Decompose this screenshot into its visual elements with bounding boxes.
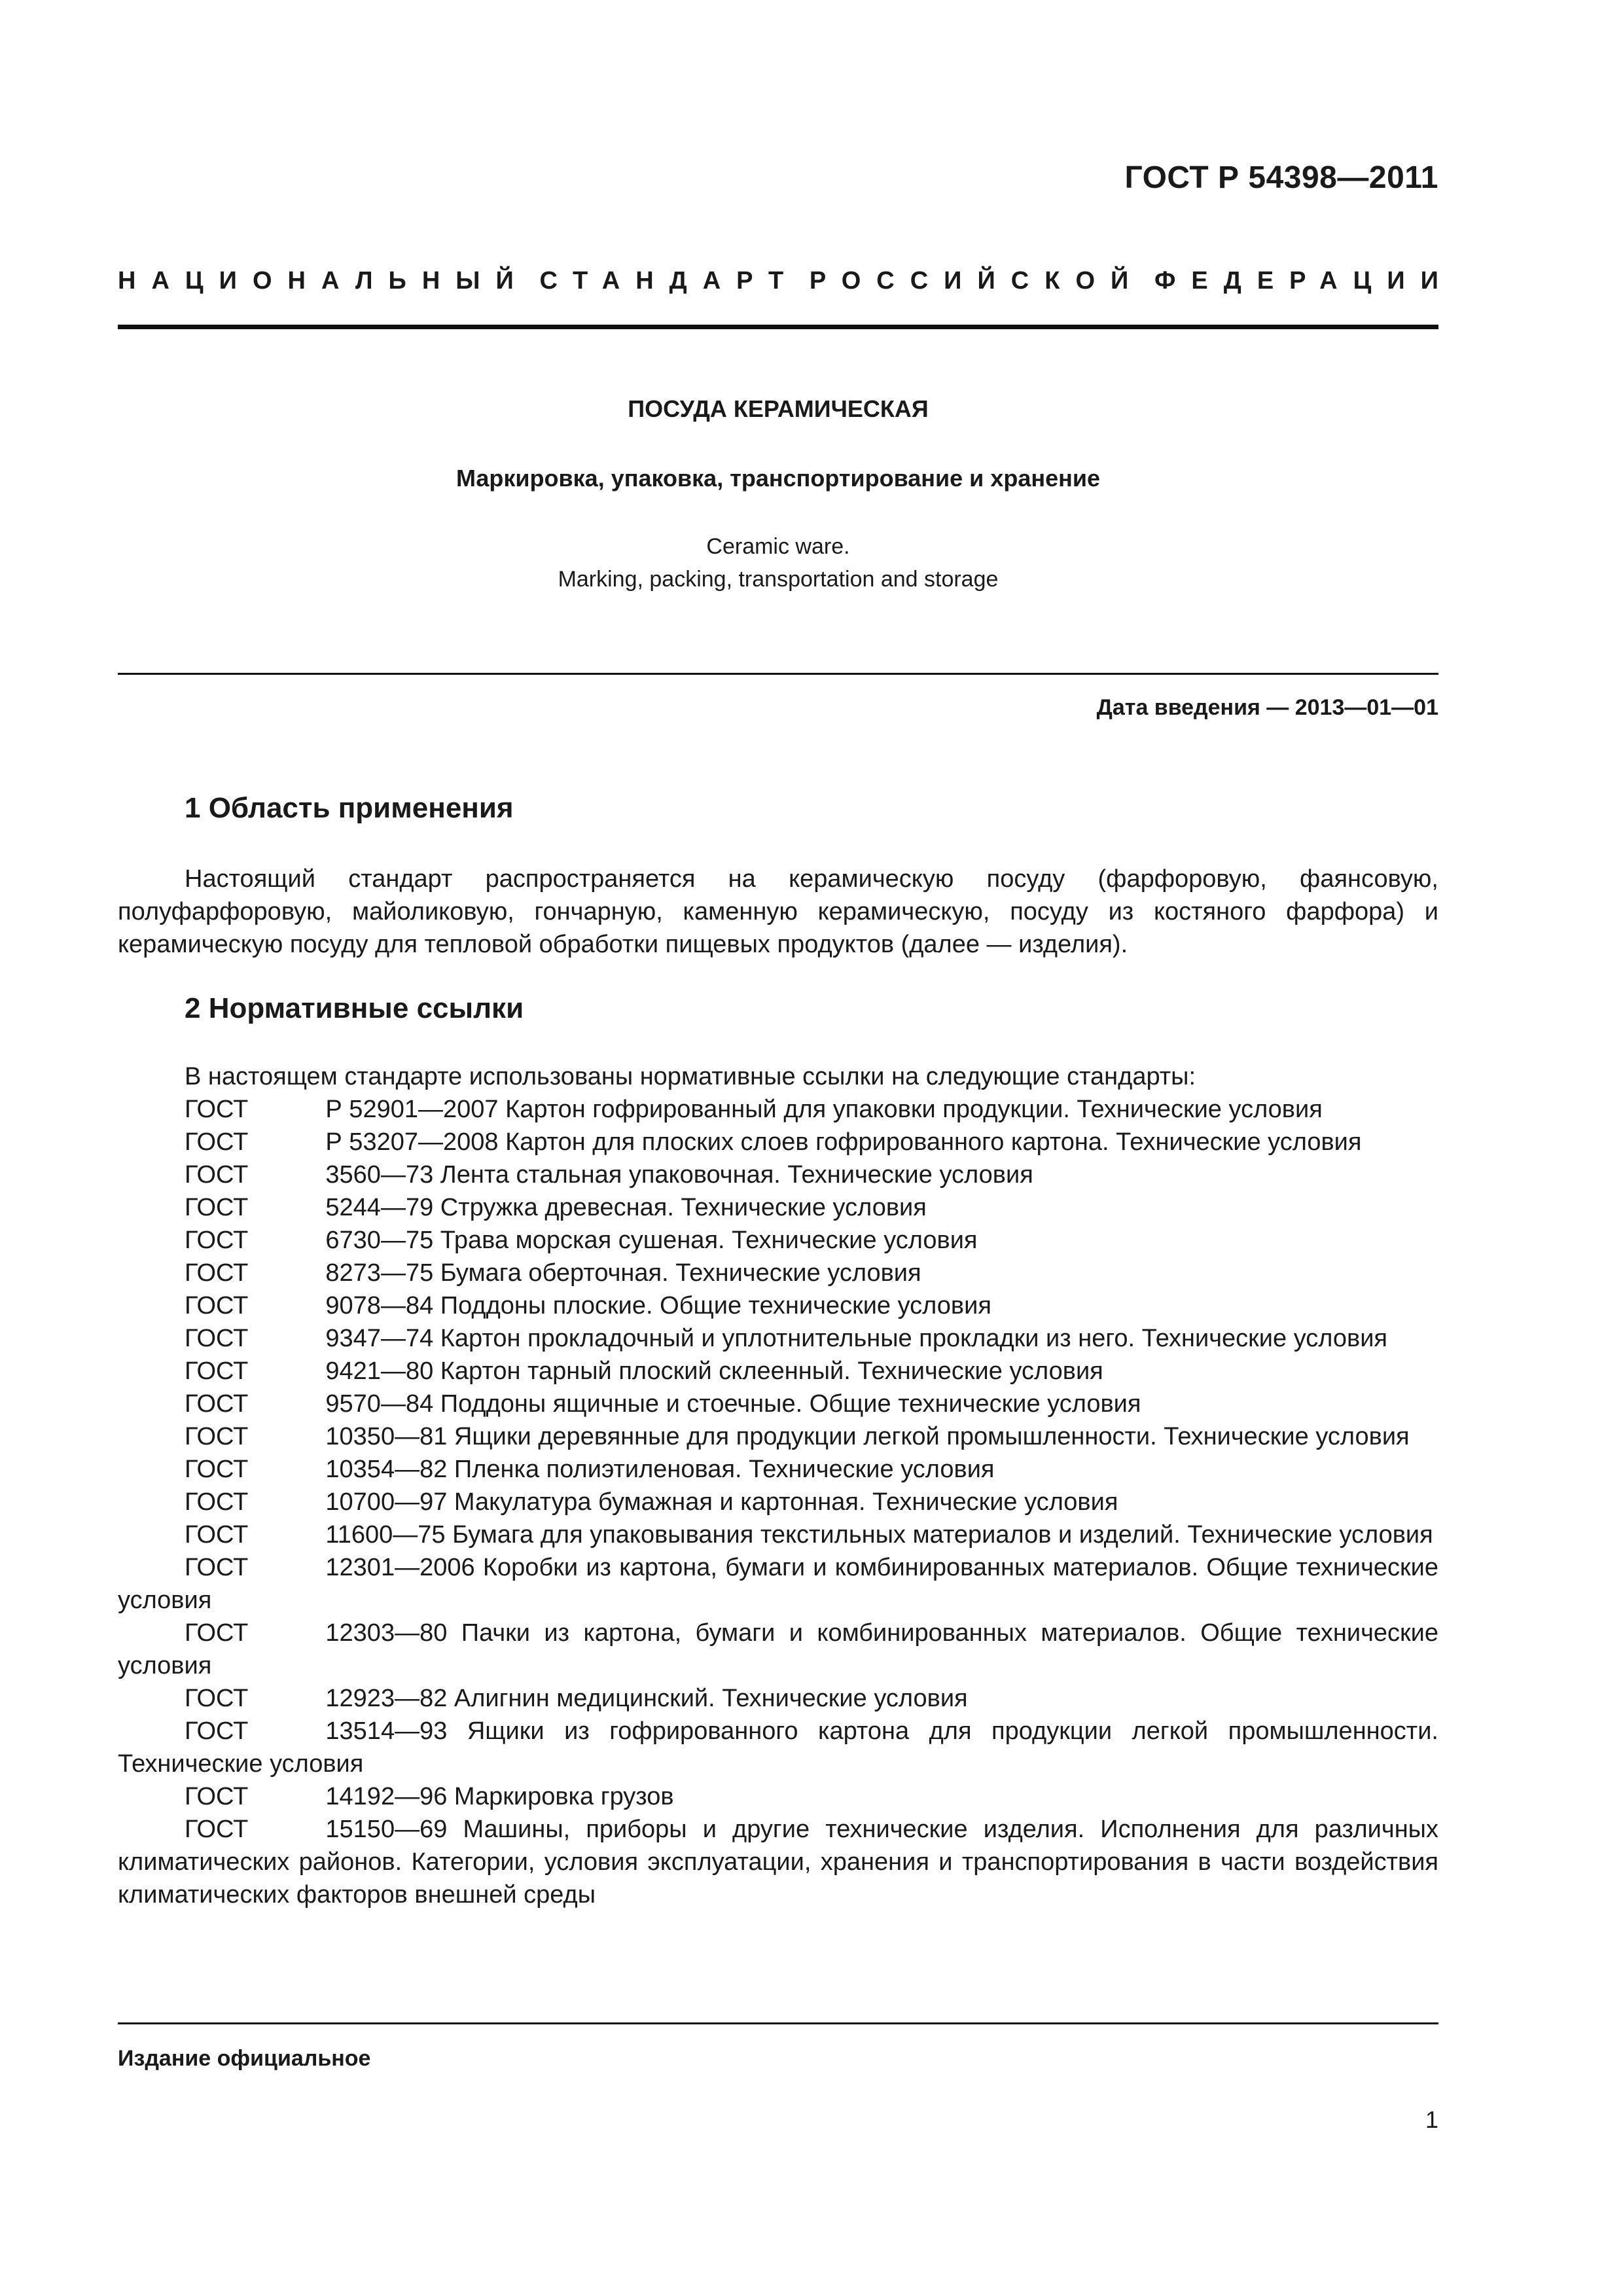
reference-number: 8273—75 bbox=[325, 1259, 434, 1287]
reference-number: 12301—2006 bbox=[325, 1554, 475, 1581]
reference-prefix: ГОСТ bbox=[185, 1096, 249, 1123]
reference-title: Картон для плоских слоев гофрированного картона. Технические условия bbox=[505, 1128, 1362, 1156]
reference-title: Машины, приборы и другие технические изделия. Исполнения для различных климатических районов. Категории, условия эксплуатации, хранения и транспортирования в части воздействия климатических факторов внешней среды bbox=[118, 1816, 1438, 1909]
reference-prefix: ГОСТ bbox=[185, 1783, 249, 1810]
reference-item bbox=[118, 1780, 1438, 1813]
reference-number: Р 53207—2008 bbox=[325, 1128, 499, 1156]
reference-prefix: ГОСТ bbox=[185, 1619, 249, 1647]
reference-title: Поддоны плоские. Общие технические условия bbox=[440, 1292, 991, 1319]
document-subtitle: Маркировка, упаковка, транспортирование и хранение bbox=[455, 465, 1101, 492]
title-divider bbox=[118, 673, 1438, 675]
reference-number: 15150—69 bbox=[325, 1816, 448, 1843]
reference-prefix: ГОСТ bbox=[185, 1390, 249, 1418]
scope-paragraph: Настоящий стандарт распространяется на керамическую посуду (фарфоровую, фаянсовую, полуфарфоровую, майоликовую, гончарную, каменную керамическую, посуду из костяного фарфора) и керамическую посуду для тепловой обработки пищевых продуктов (далее — изделия). bbox=[118, 865, 1438, 958]
reference-number: 14192—96 bbox=[325, 1783, 448, 1810]
reference-item bbox=[118, 1420, 1438, 1453]
reference-prefix: ГОСТ bbox=[185, 1423, 249, 1450]
national-standard-header bbox=[118, 267, 1454, 295]
national-standard-word: РОССИЙСКОЙ bbox=[809, 267, 1145, 295]
page-number: 1 bbox=[1425, 2106, 1438, 2133]
reference-title: Поддоны ящичные и стоечные. Общие технические условия bbox=[440, 1390, 1141, 1418]
reference-item bbox=[118, 1486, 1438, 1518]
reference-title: Ящики из гофрированного картона для продукции легкой промышленности. Технические условия bbox=[118, 1717, 1438, 1778]
reference-prefix: ГОСТ bbox=[185, 1456, 249, 1483]
reference-title: Трава морская сушеная. Технические условия bbox=[440, 1227, 978, 1254]
reference-number: 3560—73 bbox=[325, 1161, 434, 1189]
national-standard-word: СТАНДАРТ bbox=[539, 267, 800, 295]
reference-item bbox=[118, 1518, 1438, 1551]
reference-title: Стружка древесная. Технические условия bbox=[440, 1194, 927, 1221]
reference-prefix: ГОСТ bbox=[185, 1128, 249, 1156]
reference-item bbox=[118, 1126, 1438, 1158]
reference-item bbox=[118, 1289, 1438, 1322]
reference-item bbox=[118, 1682, 1438, 1715]
reference-prefix: ГОСТ bbox=[185, 1717, 249, 1745]
english-title-line: Ceramic ware. bbox=[706, 534, 850, 559]
reference-number: 11600—75 bbox=[325, 1521, 446, 1549]
reference-title: Лента стальная упаковочная. Технические условия bbox=[440, 1161, 1033, 1189]
reference-number: 10700—97 bbox=[325, 1488, 448, 1516]
header-divider bbox=[118, 325, 1438, 329]
introduction-date: Дата введения — 2013—01—01 bbox=[1096, 695, 1438, 720]
reference-number: 12923—82 bbox=[325, 1685, 448, 1712]
reference-title: Пачки из картона, бумаги и комбинированных материалов. Общие технические условия bbox=[118, 1619, 1438, 1679]
reference-prefix: ГОСТ bbox=[185, 1325, 249, 1352]
english-title-line: Marking, packing, transportation and storage bbox=[558, 567, 999, 592]
reference-item bbox=[118, 1158, 1438, 1191]
reference-prefix: ГОСТ bbox=[185, 1554, 249, 1581]
reference-item bbox=[118, 1355, 1438, 1388]
reference-number: 10354—82 bbox=[325, 1456, 448, 1483]
footer-divider bbox=[118, 2022, 1438, 2024]
reference-prefix: ГОСТ bbox=[185, 1292, 249, 1319]
reference-item bbox=[118, 1715, 1438, 1780]
reference-title: Картон гофрированный для упаковки продукции. Технические условия bbox=[505, 1096, 1323, 1123]
english-title bbox=[118, 530, 1438, 596]
reference-title: Ящики деревянные для продукции легкой промышленности. Технические условия bbox=[454, 1423, 1410, 1450]
reference-prefix: ГОСТ bbox=[185, 1259, 249, 1287]
reference-prefix: ГОСТ bbox=[185, 1161, 249, 1189]
reference-title: Пленка полиэтиленовая. Технические условия bbox=[454, 1456, 995, 1483]
reference-prefix: ГОСТ bbox=[185, 1227, 249, 1254]
reference-number: 9347—74 bbox=[325, 1325, 434, 1352]
document-number: ГОСТ Р 54398—2011 bbox=[1124, 160, 1438, 195]
reference-number: 10350—81 bbox=[325, 1423, 448, 1450]
reference-prefix: ГОСТ bbox=[185, 1816, 249, 1843]
document-title: ПОСУДА КЕРАМИЧЕСКАЯ bbox=[628, 395, 929, 422]
reference-number: Р 52901—2007 bbox=[325, 1096, 499, 1123]
references-intro: В настоящем стандарте использованы нормативные ссылки на следующие стандарты: bbox=[185, 1063, 1196, 1090]
reference-title: Коробки из картона, бумаги и комбинированных материалов. Общие технические условия bbox=[118, 1554, 1438, 1614]
reference-item bbox=[118, 1388, 1438, 1420]
reference-title: Алигнин медицинский. Технические условия bbox=[454, 1685, 968, 1712]
reference-item bbox=[118, 1093, 1438, 1126]
reference-title: Бумага оберточная. Технические условия bbox=[440, 1259, 921, 1287]
reference-prefix: ГОСТ bbox=[185, 1685, 249, 1712]
reference-item bbox=[118, 1257, 1438, 1289]
edition-label: Издание официальное bbox=[118, 2046, 371, 2071]
reference-item bbox=[118, 1813, 1438, 1911]
reference-prefix: ГОСТ bbox=[185, 1488, 249, 1516]
reference-number: 12303—80 bbox=[325, 1619, 448, 1647]
reference-number: 9570—84 bbox=[325, 1390, 434, 1418]
reference-title: Картон прокладочный и уплотнительные прокладки из него. Технические условия bbox=[440, 1325, 1387, 1352]
reference-item bbox=[118, 1617, 1438, 1682]
reference-title: Картон тарный плоский склеенный. Технические условия bbox=[440, 1357, 1103, 1385]
reference-title: Бумага для упаковывания текстильных материалов и изделий. Технические условия bbox=[452, 1521, 1433, 1549]
reference-number: 13514—93 bbox=[325, 1717, 448, 1745]
references-list bbox=[118, 1093, 1438, 1911]
reference-number: 6730—75 bbox=[325, 1227, 434, 1254]
reference-prefix: ГОСТ bbox=[185, 1521, 249, 1549]
reference-number: 9078—84 bbox=[325, 1292, 434, 1319]
reference-title: Макулатура бумажная и картонная. Технические условия bbox=[454, 1488, 1118, 1516]
section-heading-references: 2 Нормативные ссылки bbox=[185, 992, 524, 1024]
national-standard-word: ФЕДЕРАЦИИ bbox=[1154, 267, 1454, 295]
reference-number: 5244—79 bbox=[325, 1194, 434, 1221]
reference-number: 9421—80 bbox=[325, 1357, 434, 1385]
national-standard-word: НАЦИОНАЛЬНЫЙ bbox=[118, 267, 529, 295]
section-heading-scope: 1 Область применения bbox=[185, 792, 514, 824]
reference-item bbox=[118, 1191, 1438, 1224]
reference-item bbox=[118, 1322, 1438, 1355]
reference-item bbox=[118, 1224, 1438, 1257]
reference-prefix: ГОСТ bbox=[185, 1194, 249, 1221]
reference-title: Маркировка грузов bbox=[454, 1783, 674, 1810]
reference-item bbox=[118, 1453, 1438, 1486]
reference-item bbox=[118, 1551, 1438, 1617]
reference-prefix: ГОСТ bbox=[185, 1357, 249, 1385]
